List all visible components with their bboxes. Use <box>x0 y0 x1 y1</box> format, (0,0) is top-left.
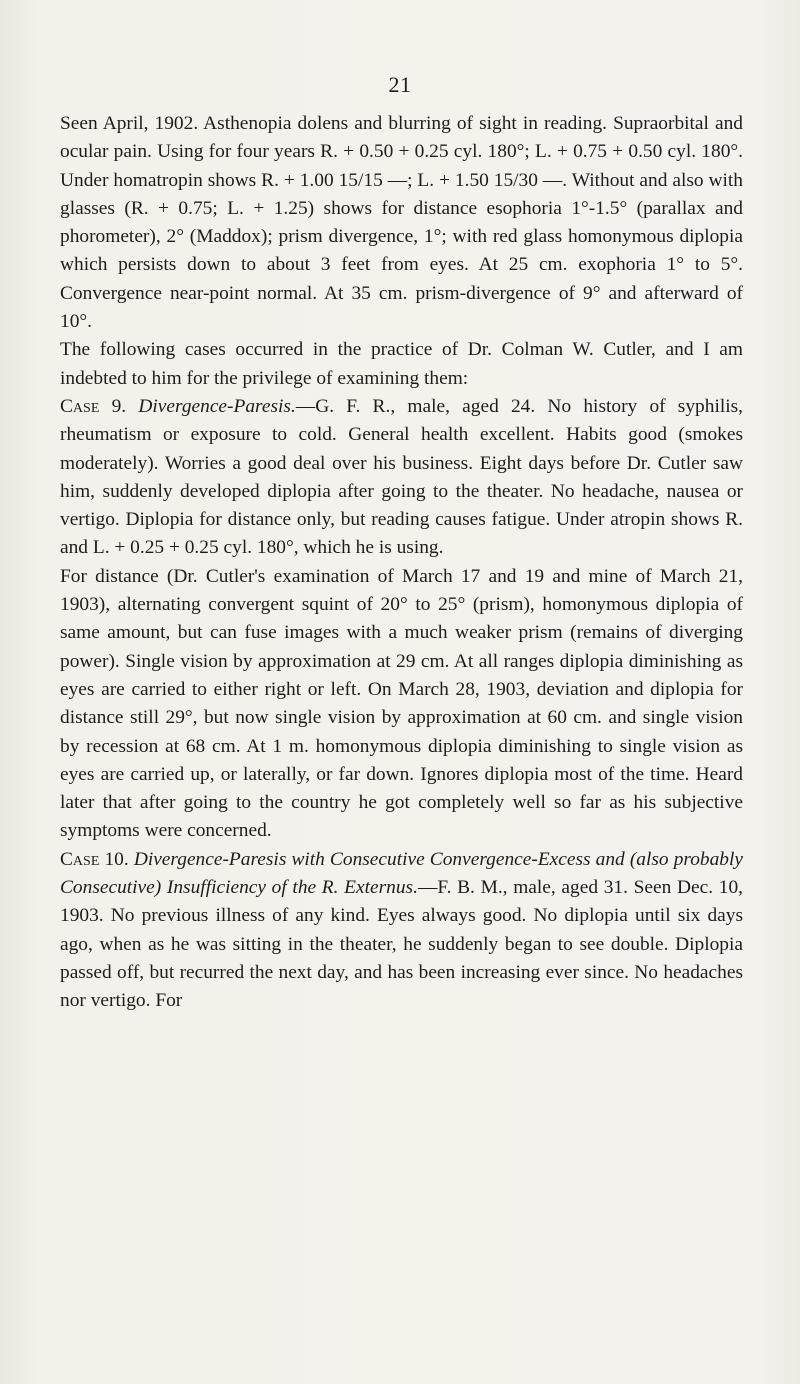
paragraph-case-10 <box>60 846 743 1016</box>
paragraph-text: Seen April, 1902. Asthenopia dolens and blurring of sight in reading. Supraorbital and ocular pain. Using for four years R. + 0.50 + 0.25 cyl. 180°; L. + 0.75 + 0.50 cyl. 180°. Under homatropin shows R. + 1.00 15/15 —; L. + 1.50 15/30 —. Without and also with glasses (R. + 0.75; L. + 1.25) shows for distance esophoria 1°-1.5° (parallax and phorometer), 2° (Maddox); prism divergence, 1°; with red glass homonymous diplopia which persists down to about 3 feet from eyes. At 25 cm. exophoria 1° to 5°. Convergence near-point normal. At 35 cm. prism-divergence of 9° and afterward of 10°. <box>60 113 743 333</box>
paragraph-case-9 <box>60 393 743 563</box>
paragraph-text: The following cases occurred in the practice of Dr. Colman W. Cutler, and I am indebted to him for the privilege of examining them: <box>60 339 743 389</box>
case-label: Case 9. <box>60 395 127 417</box>
page-body <box>60 110 743 1016</box>
case-title: Divergence-Paresis. <box>138 395 296 417</box>
paragraph-introduction <box>60 336 743 393</box>
case-title: Divergence-Paresis with Consecutive Convergence-Excess and (also probably Consecutive) Insufficiency of the R. Externus. <box>60 848 743 899</box>
paragraph-text: For distance (Dr. Cutler's examination of March 17 and 19 and mine of March 21, 1903), alternating convergent squint of 20° to 25° (prism), homonymous diplopia of same amount, but can fuse images with a much weaker prism (remains of diverging power). Single vision by approximation at 29 cm. At all ranges diplopia diminishing as eyes are carried to either right or left. On March 28, 1903, deviation and diplopia for distance still 29°, but now single vision by approximation at 60 cm. and single vision by recession at 68 cm. At 1 m. homonymous diplopia diminishing to single vision as eyes are carried up, or laterally, or far down. Ignores diplopia most of the time. Heard later that after going to the country he got completely well so far as his subjective symptoms were concerned. <box>60 565 743 842</box>
page-number: 21 <box>388 72 412 97</box>
case-label: Case 10. <box>60 848 129 870</box>
paragraph-text: —G. F. R., male, aged 24. No history of syphilis, rheumatism or exposure to cold. General health excellent. Habits good (smokes moderately). Worries a good deal over his business. Eight days before Dr. Cutler saw him, suddenly developed diplopia after going to the theater. No headache, nausea or vertigo. Diplopia for distance only, but reading causes fatigue. Under atropin shows R. and L. + 0.25 + 0.25 cyl. 180°, which he is using. <box>60 395 743 559</box>
paragraph-case-summary <box>60 110 743 336</box>
paragraph-case-9-examination <box>60 563 743 846</box>
paragraph-text: —F. B. M., male, aged 31. Seen Dec. 10, 1903. No previous illness of any kind. Eyes always good. No diplopia until six days ago, when as he was sitting in the theater, he suddenly began to see double. Diplopia passed off, but recurred the next day, and has been increasing ever since. No headaches nor vertigo. For <box>60 877 744 1012</box>
